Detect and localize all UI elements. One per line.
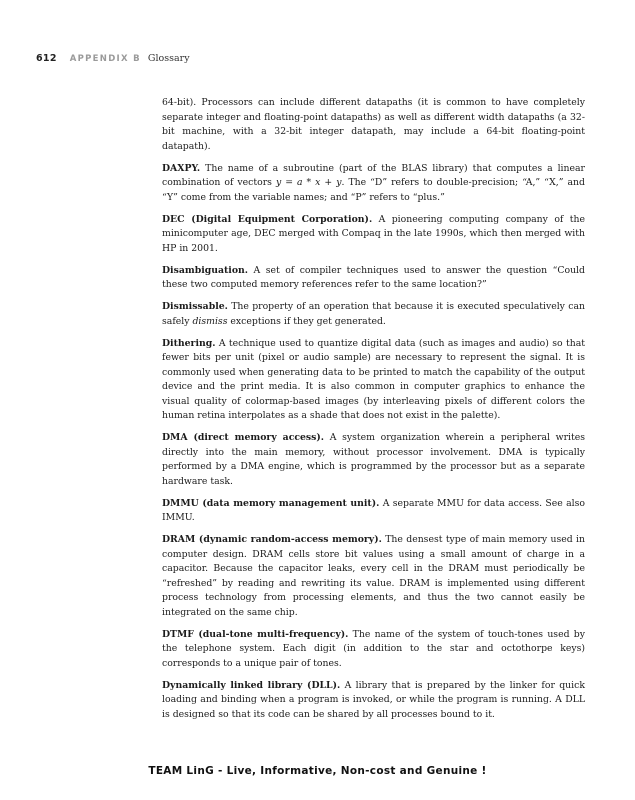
glossary-body — [162, 96, 585, 730]
entry-definition: The name of a subroutine (part of the BLAS library) that computes a linear combination of vectors — [162, 162, 585, 188]
entry-definition: The densest type of main memory used in computer design. DRAM cells store bit values using a small amount of charge in a capacitor. Because the capacitor leaks, every cell in the DRAM must periodically be “refreshed” by reading and rewriting its value. DRAM is implemented using different process technology from processing elements, and thus the two cannot easily be integrated on the same chip. — [162, 534, 585, 618]
entry-definition-tail: exceptions if they get generated. — [227, 315, 386, 327]
entry-emphasis: dismiss — [192, 315, 228, 327]
glossary-entry-dram — [162, 533, 585, 620]
glossary-entry-dtmf — [162, 628, 585, 672]
entry-term: DAXPY. — [162, 162, 201, 174]
glossary-entry-dll — [162, 679, 585, 723]
entry-term: DRAM (dynamic random-access memory). — [162, 534, 382, 545]
glossary-entry-dma — [162, 431, 585, 489]
page-number: 612 — [36, 53, 57, 64]
glossary-entry-continuation — [162, 96, 585, 154]
entry-term: Dithering. — [162, 337, 216, 349]
entry-definition: 64-bit). Processors can include different datapaths (it is common to have completely separate integer and floating-point datapaths) as well as different width datapaths (a 32-bit machine, with a 32-bit integer datapath, may include a 64-bit floating-point datapath). — [162, 97, 585, 152]
glossary-entry-daxpy — [162, 162, 585, 206]
entry-term: Disambiguation. — [162, 264, 249, 276]
entry-definition: A library that is prepared by the linker for quick loading and binding when a program is invoked, or while the program is running. A DLL is designed so that its code can be shared by all processes bound to it. — [162, 679, 585, 720]
entry-term: Dismissable. — [162, 301, 228, 312]
appendix-label: APPENDIX B — [69, 54, 141, 64]
entry-definition: A pioneering computing company of the minicomputer age, DEC merged with Compaq in the late 1990s, which then merged with HP in 2001. — [162, 213, 585, 254]
glossary-entry-disambiguation — [162, 264, 585, 293]
glossary-entry-dmmu — [162, 497, 585, 526]
entry-definition-tail: . The “D” refers to double-precision; “A,” “X,” and “Y” come from the variable names; and “P” refers to “plus.” — [162, 177, 585, 203]
running-header — [36, 53, 190, 64]
entry-term: DTMF (dual-tone multi-frequency). — [162, 628, 349, 640]
entry-term: DMMU (data memory management unit). — [162, 497, 380, 509]
watermark-footer: TEAM LinG - Live, Informative, Non-cost and Genuine ! — [148, 765, 487, 777]
glossary-entry-dismissable — [162, 300, 585, 329]
entry-term: DMA (direct memory access). — [162, 432, 325, 443]
entry-definition: A technique used to quantize digital data (such as images and audio) so that fewer bits per unit (pixel or audio sample) are necessary to represent the signal. It is commonly used when generating data to be printed to match the capability of the output device and the print media. It is also common in computer graphics to enhance the visual quality of colormap-based images (by interleaving pixels of different colors the human retina interpolates as a shade that does not exist in the palette). — [162, 337, 585, 421]
entry-definition: A set of compiler techniques used to answer the question “Could these two computed memory references refer to the same location?” — [162, 264, 585, 290]
glossary-entry-dithering — [162, 337, 585, 424]
entry-definition: A separate MMU for data access. See also IMMU. — [162, 497, 585, 523]
glossary-entry-dec — [162, 213, 585, 257]
entry-term: Dynamically linked library (DLL). — [162, 679, 341, 691]
entry-term: DEC (Digital Equipment Corporation). — [162, 213, 373, 225]
section-title: Glossary — [147, 53, 190, 64]
entry-definition: The property of an operation that because it is executed speculatively can safely — [162, 301, 585, 327]
entry-definition: The name of the system of touch-tones used by the telephone system. Each digit (in addition to the star and octothorpe keys) corresponds to a unique pair of tones. — [162, 628, 585, 669]
entry-formula: y = a * x + y — [275, 177, 342, 188]
entry-definition: A system organization wherein a peripheral writes directly into the main memory, without processor involvement. DMA is typically performed by a DMA engine, which is programmed by the processor but as a separate hardware task. — [162, 432, 586, 487]
